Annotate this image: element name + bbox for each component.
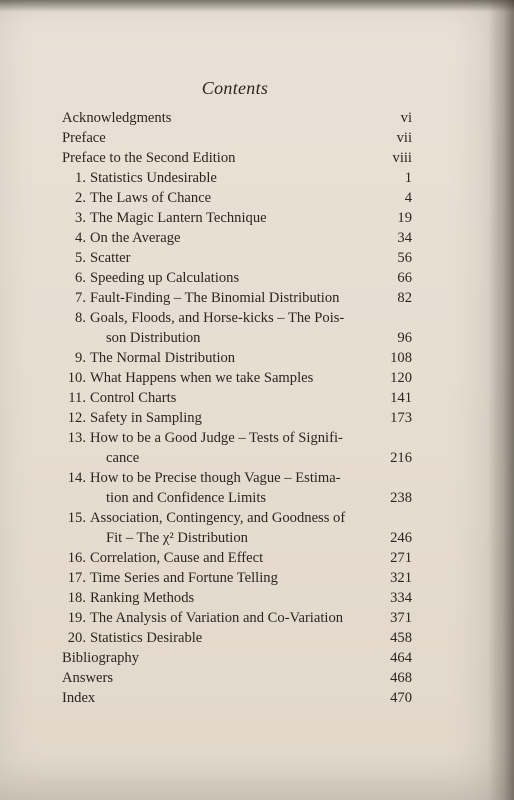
chapter-title: What Happens when we take Samples	[90, 370, 314, 386]
toc-chapter-entry	[62, 188, 412, 208]
toc-chapter-entry	[62, 468, 412, 508]
entry-label: Index	[62, 690, 96, 706]
toc-chapter-entry	[62, 408, 412, 428]
chapter-number: 5.	[75, 250, 86, 266]
chapter-title: Ranking Methods	[90, 590, 195, 606]
toc-entry	[62, 128, 412, 148]
entry-page-number: 108	[390, 350, 412, 366]
chapter-title: Fault-Finding – The Binomial Distribution	[90, 290, 340, 306]
entry-page-number: 271	[390, 550, 412, 566]
toc-entry	[62, 648, 412, 668]
entry-page-number: 56	[397, 250, 412, 266]
chapter-number: 10.	[67, 370, 86, 386]
entry-page-number: 334	[390, 590, 412, 606]
chapter-title: The Magic Lantern Technique	[90, 210, 267, 226]
toc-entry	[62, 668, 412, 688]
entry-label: Answers	[62, 670, 114, 686]
page-title: Contents	[201, 78, 269, 98]
toc-entry	[62, 688, 412, 708]
entry-page-number: 141	[390, 390, 412, 406]
toc-chapter-entry	[62, 248, 412, 268]
chapter-title: Goals, Floods, and Horse-kicks – The Pois-	[90, 310, 345, 326]
chapter-number: 8.	[75, 310, 86, 326]
chapter-title: The Normal Distribution	[90, 350, 236, 366]
toc-entry	[62, 148, 412, 168]
entry-page-number: 321	[390, 570, 412, 586]
toc-chapter-entry	[62, 208, 412, 228]
entry-label: Preface	[62, 130, 106, 146]
entry-page-number: 470	[390, 690, 412, 706]
toc-chapter-entry	[62, 508, 412, 548]
entry-page-number: 464	[390, 650, 412, 666]
chapter-title-continued: son Distribution	[106, 330, 201, 346]
entry-page-number: 238	[390, 490, 412, 506]
chapter-number: 1.	[75, 170, 86, 186]
chapter-title: On the Average	[90, 230, 181, 246]
toc-chapter-entry	[62, 368, 412, 388]
entry-page-number: 458	[390, 630, 412, 646]
chapter-title-continued: Fit – The χ² Distribution	[106, 530, 248, 546]
toc-chapter-entry	[62, 548, 412, 568]
entry-page-number: 468	[390, 670, 412, 686]
entry-page-number: vi	[400, 110, 412, 126]
chapter-title: Time Series and Fortune Telling	[90, 570, 278, 586]
chapter-number: 4.	[75, 230, 86, 246]
chapter-title: The Laws of Chance	[90, 190, 212, 206]
chapter-title: Association, Contingency, and Goodness of	[90, 510, 346, 526]
chapter-title: Statistics Desirable	[90, 630, 203, 646]
entry-page-number: 4	[404, 190, 412, 206]
toc-chapter-entry	[62, 628, 412, 648]
chapter-number: 20.	[67, 630, 86, 646]
toc-chapter-entry	[62, 228, 412, 248]
chapter-title: Statistics Undesirable	[90, 170, 217, 186]
chapter-number: 11.	[68, 390, 86, 406]
chapter-title: Correlation, Cause and Effect	[90, 550, 264, 566]
chapter-number: 12.	[67, 410, 86, 426]
chapter-number: 13.	[67, 430, 86, 446]
toc-chapter-entry	[62, 308, 412, 348]
entry-page-number: 120	[390, 370, 412, 386]
chapter-title: Speeding up Calculations	[90, 270, 240, 286]
toc-chapter-entry	[62, 568, 412, 588]
chapter-number: 17.	[67, 570, 86, 586]
entry-page-number: viii	[392, 150, 412, 166]
chapter-number: 18.	[67, 590, 86, 606]
chapter-number: 14.	[67, 470, 86, 486]
toc-chapter-entry	[62, 348, 412, 368]
chapter-title: How to be a Good Judge – Tests of Signifi-	[90, 430, 343, 446]
entry-page-number: 371	[390, 610, 412, 626]
toc-chapter-entry	[62, 268, 412, 288]
chapter-number: 6.	[75, 270, 86, 286]
entry-label: Preface to the Second Edition	[62, 150, 236, 166]
chapter-title-continued: tion and Confidence Limits	[106, 490, 267, 506]
page-edge-shadow	[488, 0, 514, 800]
entry-page-number: 216	[390, 450, 412, 466]
entry-label: Acknowledgments	[62, 110, 172, 126]
toc-chapter-entry	[62, 588, 412, 608]
table-of-contents	[62, 108, 412, 708]
entry-page-number: vii	[396, 130, 412, 146]
entry-page-number: 19	[397, 210, 412, 226]
chapter-number: 9.	[75, 350, 86, 366]
chapter-title: Safety in Sampling	[90, 410, 202, 426]
chapter-title: The Analysis of Variation and Co-Variation	[90, 610, 344, 626]
entry-page-number: 1	[404, 170, 412, 186]
toc-chapter-entry	[62, 168, 412, 188]
toc-chapter-entry	[62, 608, 412, 628]
chapter-title: Control Charts	[90, 390, 177, 406]
chapter-title-continued: cance	[106, 450, 140, 466]
chapter-number: 3.	[75, 210, 86, 226]
chapter-title: How to be Precise though Vague – Estima-	[90, 470, 341, 486]
toc-chapter-entry	[62, 428, 412, 468]
toc-chapter-entry	[62, 288, 412, 308]
chapter-number: 7.	[75, 290, 86, 306]
chapter-title: Scatter	[90, 250, 131, 266]
entry-page-number: 173	[390, 410, 412, 426]
chapter-number: 15.	[67, 510, 86, 526]
chapter-number: 16.	[67, 550, 86, 566]
entry-page-number: 34	[397, 230, 412, 246]
toc-entry	[62, 108, 412, 128]
entry-page-number: 66	[397, 270, 412, 286]
entry-page-number: 246	[390, 530, 412, 546]
entry-page-number: 96	[397, 330, 412, 346]
entry-label: Bibliography	[62, 650, 140, 666]
entry-page-number: 82	[397, 290, 412, 306]
toc-chapter-entry	[62, 388, 412, 408]
chapter-number: 2.	[75, 190, 86, 206]
chapter-number: 19.	[67, 610, 86, 626]
top-shadow	[0, 0, 514, 12]
